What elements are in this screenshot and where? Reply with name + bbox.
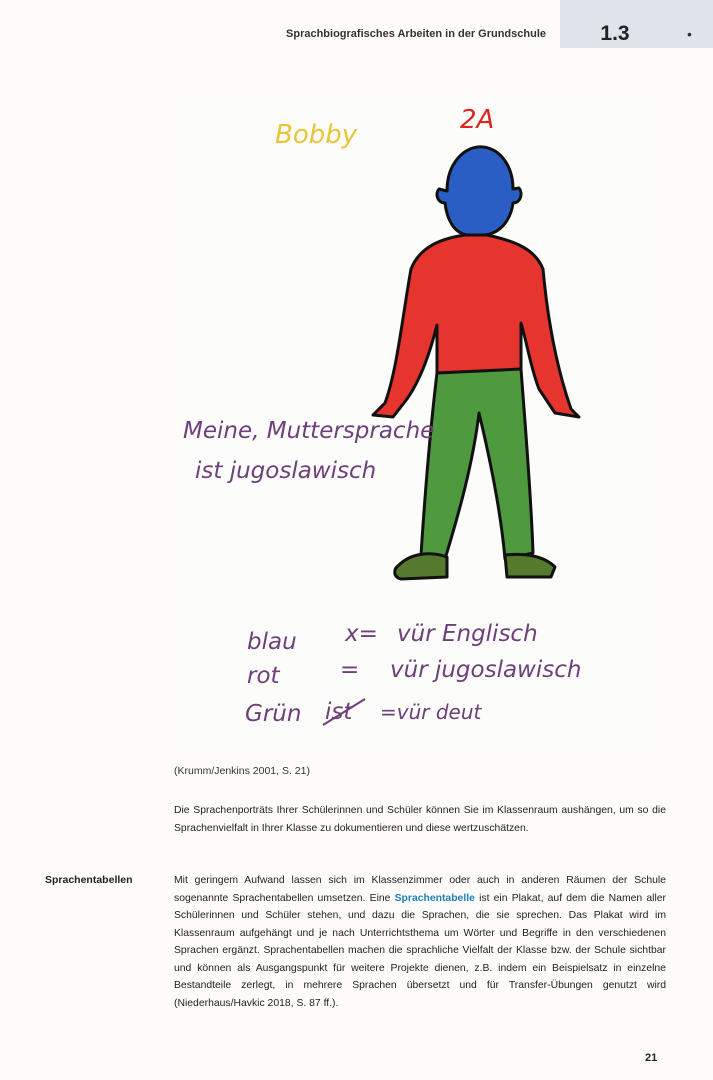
term-sprachentabelle: Sprachentabelle [394, 892, 475, 904]
child-name: Bobby [275, 120, 358, 150]
chapter-bullet: • [687, 26, 692, 42]
paragraph-2-start: Mit geringem Aufwand lassen sich im Klassenzimmer oder auch in anderen Räumen der Schule sogenannte Sprachentabellen umsetzen. Eine [174, 875, 666, 904]
chapter-tab [560, 0, 713, 48]
class-label: 2A [460, 105, 495, 135]
language-portrait-drawing [175, 93, 645, 753]
paragraph-1: Die Sprachenporträts Ihrer Schülerinnen und Schüler können Sie im Klassenraum aushängen, um so die Sprachenvielfalt in Ihrer Klasse zu dokumentieren und diese wertzuschätzen. [174, 805, 666, 834]
chapter-number: 1.3 [600, 22, 630, 45]
color-legend [245, 621, 581, 727]
legend-color-3: Grün [245, 701, 302, 727]
running-header: Sprachbiografisches Arbeiten in der Grundschule [286, 28, 546, 40]
margin-label-sprachentabellen: Sprachentabellen [45, 874, 133, 886]
legend-color-1: blau [247, 629, 297, 655]
legend-mark-3: ist [325, 699, 353, 725]
figure-caption: (Krumm/Jenkins 2001, S. 21) [174, 765, 310, 777]
paragraph-2 [174, 872, 666, 1012]
legend-mark-2: = [340, 657, 360, 683]
legend-text-3: =vür deut [380, 700, 482, 724]
figure-right-shoe [505, 554, 555, 577]
legend-color-2: rot [247, 663, 280, 689]
mother-tongue-line-2: ist jugoslawisch [195, 458, 377, 484]
figure-left-shoe [395, 554, 447, 579]
portrait-svg [175, 93, 645, 753]
mother-tongue-line-1: Meine, Muttersprache [183, 418, 435, 444]
legend-text-2: vür jugoslawisch [390, 657, 582, 683]
page-number: 21 [645, 1052, 658, 1064]
legend-text-1: vür Englisch [397, 621, 538, 647]
figure-pants [421, 369, 533, 559]
paragraph-2-end: ist ein Plakat, auf dem die Namen aller Schülerinnen und Schüler stehen, und dazu die Sprachen, die sie sprechen. Das Plakat wird im Klassenraum aufgehängt und je nach Unterrichtsthema um Wörter und Begriffe in den verschiedenen Sprachen ergänzt. Sprachentabellen machen die sprachliche Vielfalt der Klasse bzw. der Schule sichtbar und können als Ausgangspunkt für weitere Projekte dienen, z.B. indem ein Beispielsatz in einzelne Bestandteile zerlegt, in mehrere Sprachen übersetzt und für Transfer-Übungen genutzt wird (Niederhaus/Havkic 2018, S. 87 ff.). [174, 892, 666, 1009]
legend-mark-1: x= [345, 621, 378, 647]
child-figure [373, 147, 579, 579]
figure-head [437, 147, 521, 235]
